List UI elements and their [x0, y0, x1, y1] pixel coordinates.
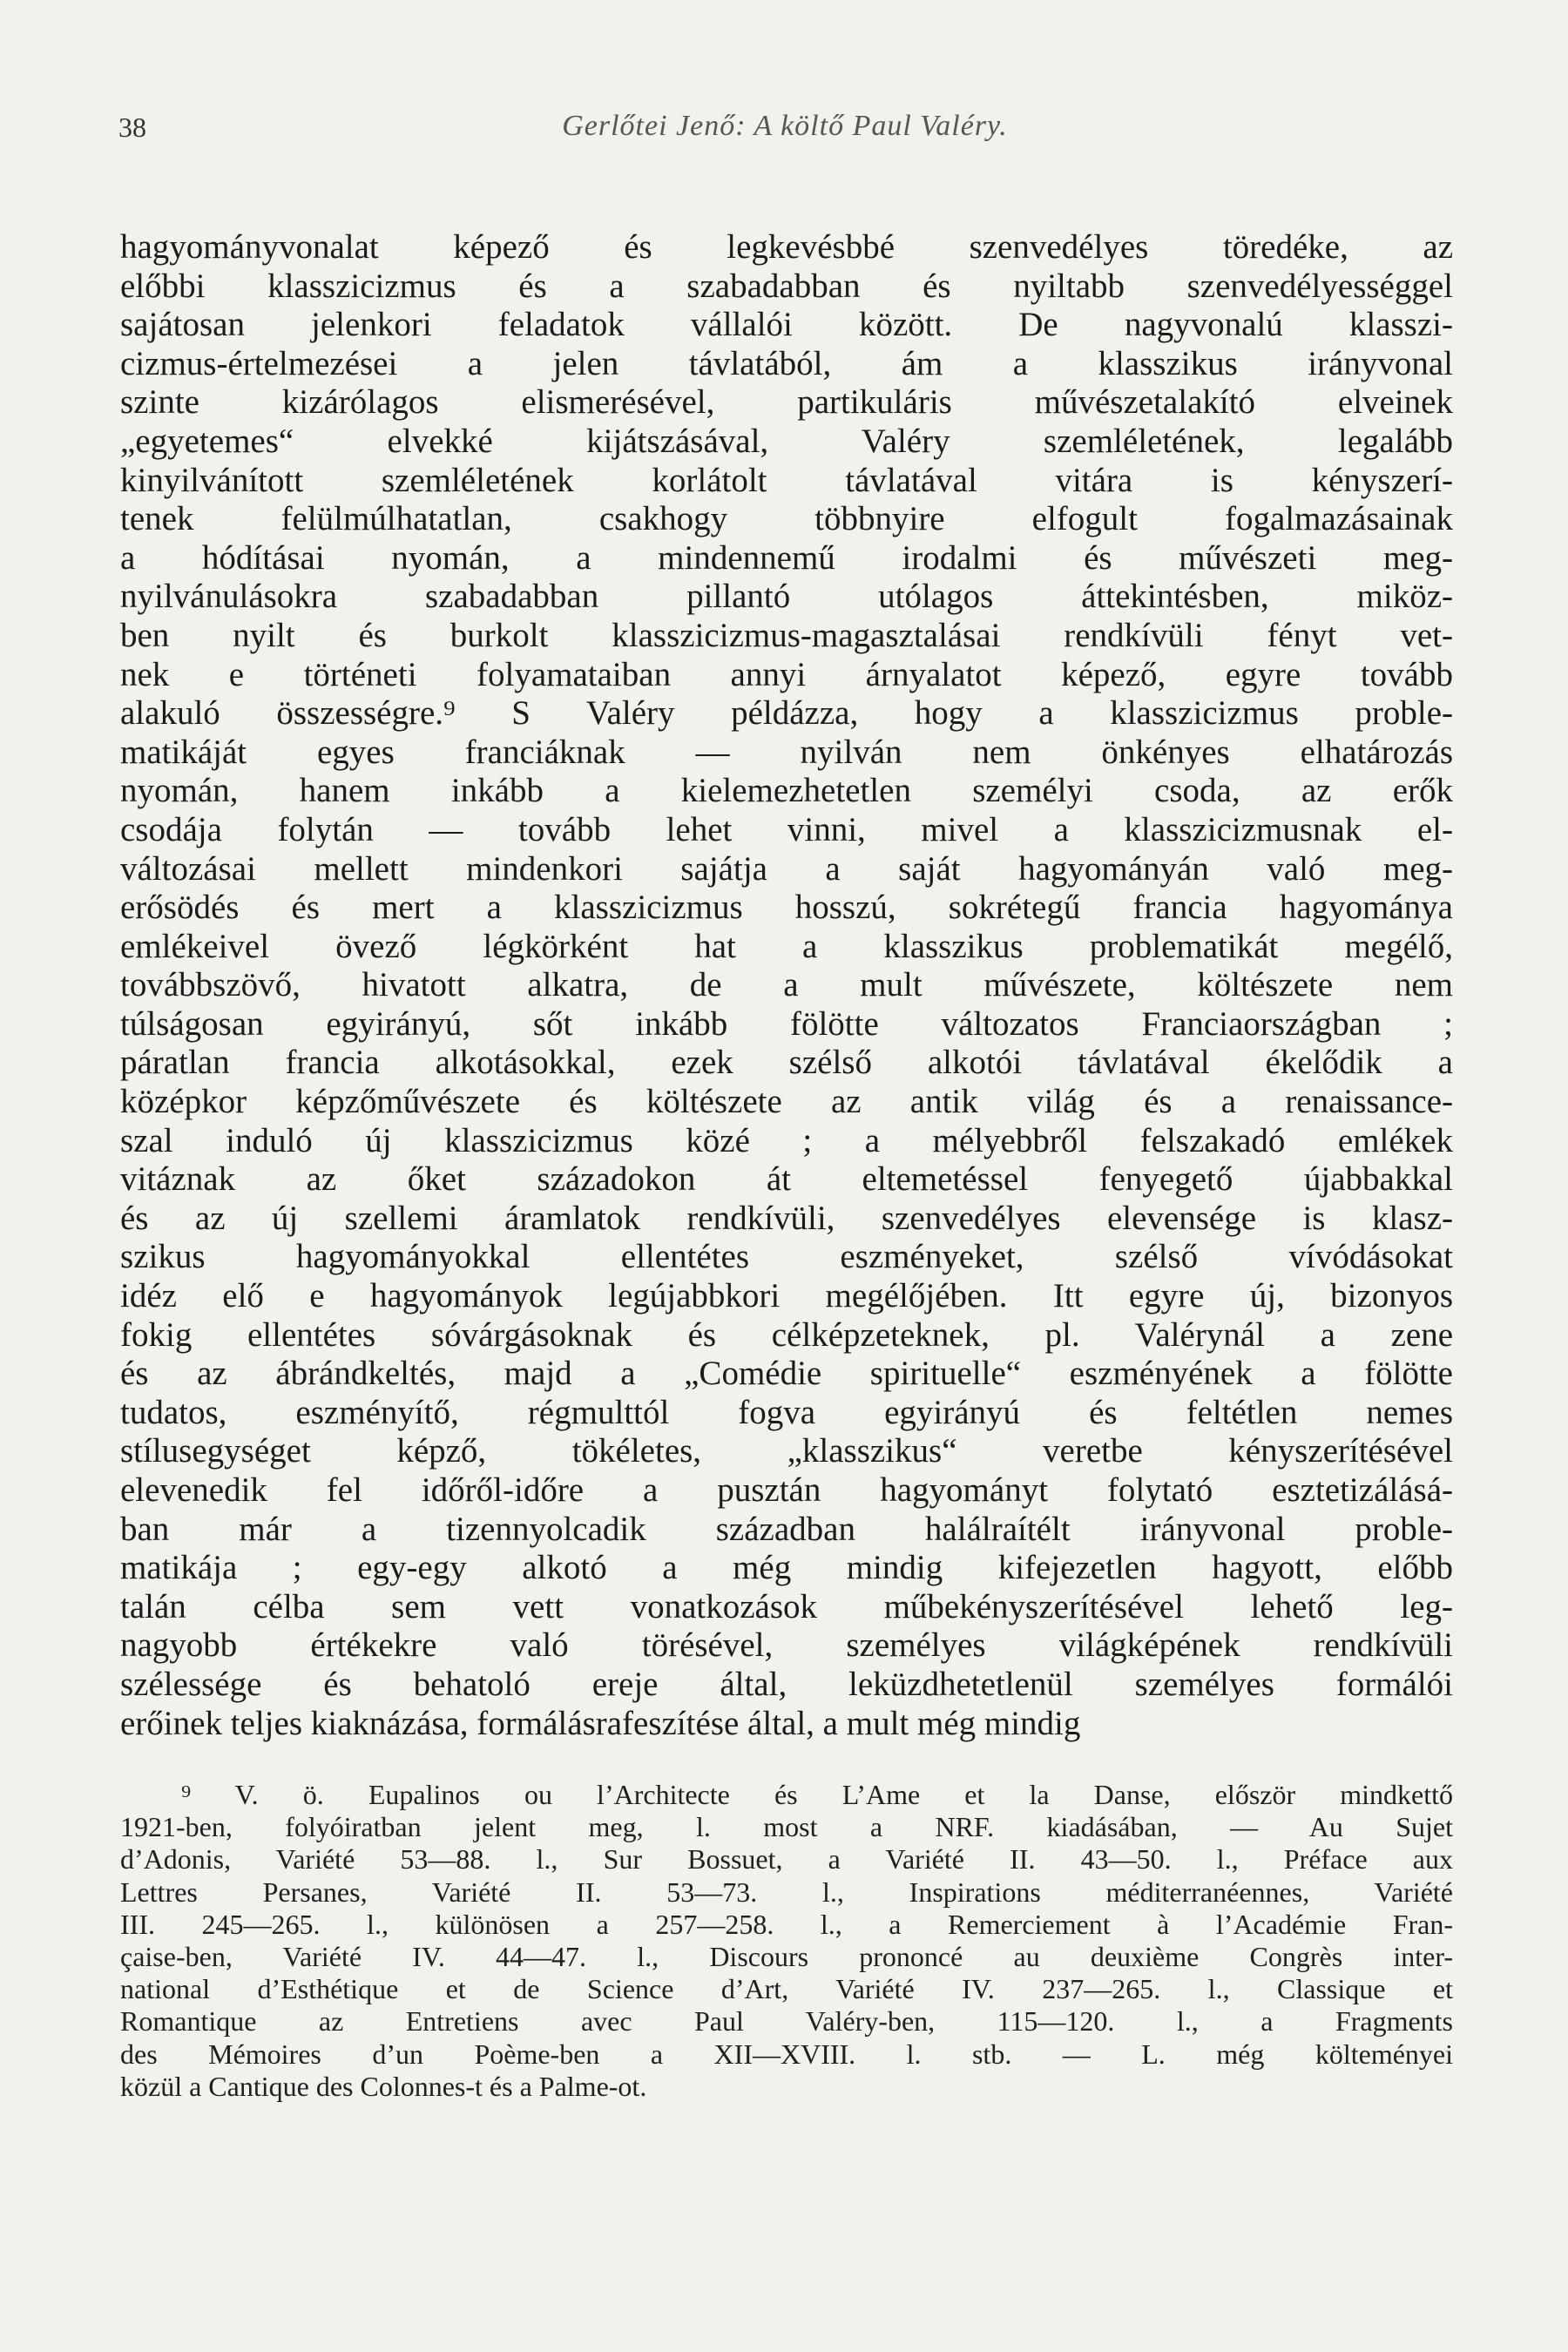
body-line: ban már a tizennyolcadik században halálraítélt irányvonal proble-: [120, 1510, 1453, 1548]
body-line: emlékeivel övező légkörként hat a klasszikus problematikát megélő,: [120, 927, 1453, 965]
body-line: továbbszövő, hivatott alkatra, de a mult művészete, költészete nem: [120, 966, 1453, 1004]
footnote-line: III. 245—265. l., különösen a 257—258. l., a Remerciement à l’Académie Fran-: [120, 1908, 1453, 1940]
body-line: nyomán, hanem inkább a kielemezhetetlen személyi csoda, az erők: [120, 772, 1453, 810]
running-head: Gerlőtei Jenő: A költő Paul Valéry.: [562, 110, 1008, 142]
body-line: hagyományvonalat képező és legkevésbbé szenvedélyes töredéke, az: [120, 228, 1453, 266]
body-line: szikus hagyományokkal ellentétes eszményeket, szélső vívódásokat: [120, 1238, 1453, 1276]
body-line: és az új szellemi áramlatok rendkívüli, szenvedélyes elevensége is klasz-: [120, 1199, 1453, 1237]
body-line: nek e történeti folyamataiban annyi árnyalatot képező, egyre tovább: [120, 655, 1453, 693]
body-line: és az ábrándkeltés, majd a „Comédie spirituelle“ eszményének a fölötte: [120, 1355, 1453, 1393]
body-line: sajátosan jelenkori feladatok vállalói között. De nagyvonalú klasszi-: [120, 306, 1453, 344]
footnotes: [120, 1779, 1453, 2103]
body-line: középkor képzőművészete és költészete az antik világ és a renaissance-: [120, 1083, 1453, 1121]
footnote-line: ⁹ V. ö. Eupalinos ou l’Architecte és L’Ame et la Danse, először mindkettő: [181, 1779, 1453, 1810]
footnote-line: 1921-ben, folyóiratban jelent meg, l. most a NRF. kiadásában, — Au Sujet: [120, 1811, 1453, 1843]
body-line: talán célba sem vett vonatkozások műbekényszerítésével lehető leg-: [120, 1587, 1453, 1625]
body-line: idéz elő e hagyományok legújabbkori megélőjében. Itt egyre új, bizonyos: [120, 1277, 1453, 1315]
body-line: szal induló új klasszicizmus közé ; a mélyebbről felszakadó emlékek: [120, 1121, 1453, 1159]
body-line: „egyetemes“ elvekké kijátszásával, Valéry szemléletének, legalább: [120, 422, 1453, 460]
body-line: tudatos, eszményítő, régmulttól fogva egyirányú és feltétlen nemes: [120, 1393, 1453, 1431]
body-line: szinte kizárólagos elismerésével, partikuláris művészetalakító elveinek: [120, 383, 1453, 422]
body-line: stílusegységet képző, tökéletes, „klasszikus“ veretbe kényszerítésével: [120, 1432, 1453, 1470]
page-header: [118, 103, 1451, 155]
body-text: [120, 228, 1453, 1743]
body-line: csodája folytán — tovább lehet vinni, mivel a klasszicizmusnak el-: [120, 810, 1453, 848]
body-line: erősödés és mert a klasszicizmus hosszú, sokrétegű francia hagyománya: [120, 889, 1453, 927]
body-line: tenek felülmúlhatatlan, csakhogy többnyire elfogult fogalmazásainak: [120, 500, 1453, 538]
body-line: előbbi klasszicizmus és a szabadabban és nyiltabb szenvedélyességgel: [120, 267, 1453, 305]
footnote-line: közül a Cantique des Colonnes-t és a Palme-ot.: [120, 2070, 647, 2102]
body-line: kinyilvánított szemléletének korlátolt távlatával vitára is kényszerí-: [120, 461, 1453, 499]
body-line: cizmus-értelmezései a jelen távlatából, ám a klasszikus irányvonal: [120, 344, 1453, 382]
body-line: ben nyilt és burkolt klasszicizmus-magasztalásai rendkívüli fényt vet-: [120, 616, 1453, 654]
footnote-line: d’Adonis, Variété 53—88. l., Sur Bossuet, a Variété II. 43—50. l., Préface aux: [120, 1843, 1453, 1876]
body-line: matikáját egyes franciáknak — nyilván nem önkényes elhatározás: [120, 733, 1453, 771]
page-number: 38: [118, 112, 146, 143]
body-line: nyilvánulásokra szabadabban pillantó utólagos áttekintésben, miköz-: [120, 578, 1453, 616]
body-line: túlságosan egyirányú, sőt inkább fölötte változatos Franciaországban ;: [120, 1004, 1453, 1043]
footnote-line: Lettres Persanes, Variété II. 53—73. l., Inspirations méditerranéennes, Variété: [120, 1876, 1453, 1908]
footnote-line: çaise-ben, Variété IV. 44—47. l., Discours prononcé au deuxième Congrès inter-: [120, 1941, 1453, 1973]
body-line: fokig ellentétes sóvárgásoknak és célképzeteknek, pl. Valérynál a zene: [120, 1315, 1453, 1354]
footnote-line: national d’Esthétique et de Science d’Art, Variété IV. 237—265. l., Classique et: [120, 1973, 1453, 2005]
footnote-line: Romantique az Entretiens avec Paul Valéry-ben, 115—120. l., a Fragments: [120, 2005, 1453, 2038]
body-line: páratlan francia alkotásokkal, ezek szélső alkotói távlatával ékelődik a: [120, 1044, 1453, 1082]
body-line: változásai mellett mindenkori sajátja a saját hagyományán való meg-: [120, 849, 1453, 888]
body-line: elevenedik fel időről-időre a pusztán hagyományt folytató esztetizálásá-: [120, 1471, 1453, 1509]
body-line: nagyobb értékekre való törésével, személyes világképének rendkívüli: [120, 1626, 1453, 1665]
body-line: a hódításai nyomán, a mindennemű irodalmi és művészeti meg-: [120, 538, 1453, 577]
body-line: alakuló összességre.⁹ S Valéry példázza, hogy a klasszicizmus proble-: [120, 694, 1453, 733]
body-line: matikája ; egy-egy alkotó a még mindig kifejezetlen hagyott, előbb: [120, 1549, 1453, 1587]
body-line: vitáznak az őket századokon át eltemetéssel fenyegető újabbakkal: [120, 1160, 1453, 1199]
body-line: szélessége és behatoló ereje által, leküzdhetetlenül személyes formálói: [120, 1665, 1453, 1703]
footnote-line: des Mémoires d’un Poème-ben a XII—XVIII. l. stb. — L. még költeményei: [120, 2038, 1453, 2070]
body-line: erőinek teljes kiaknázása, formálásrafeszítése által, a mult még mindig: [120, 1704, 1081, 1742]
